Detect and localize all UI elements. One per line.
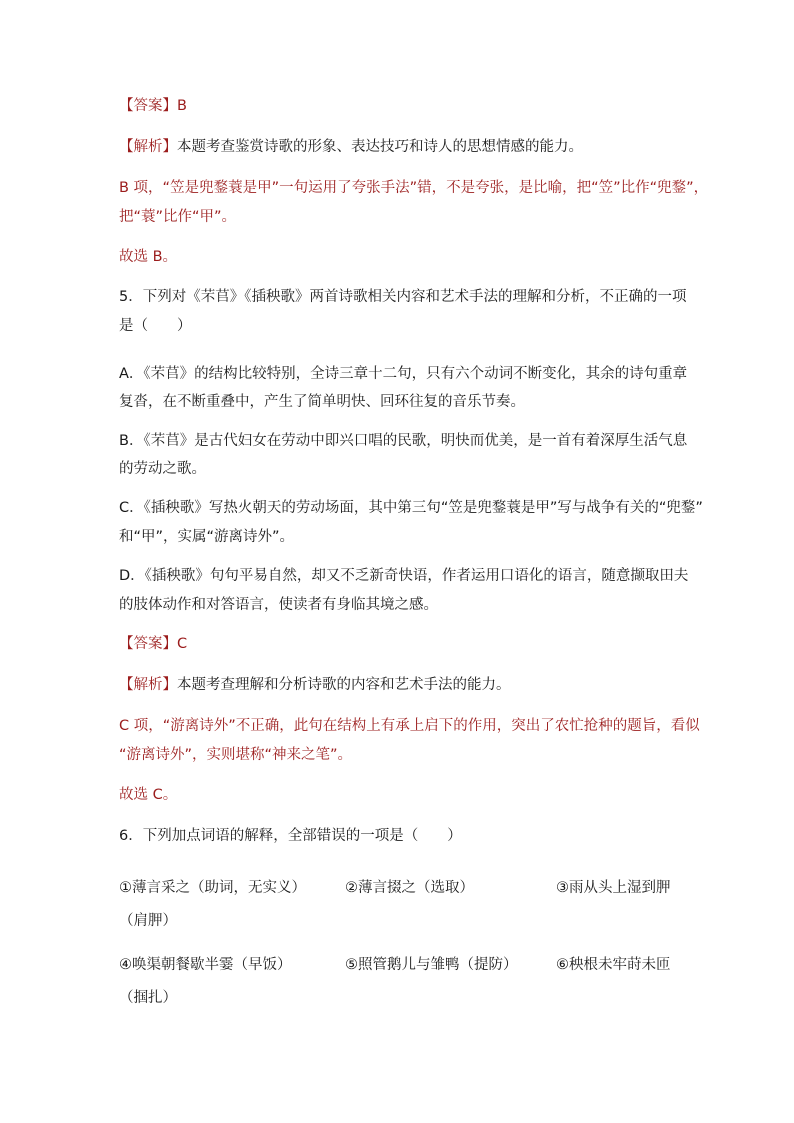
- q4-detail-line-2: 把“蓑”比作“甲”。: [119, 209, 237, 225]
- q5-option-b-line-1: B．《芣苢》是古代妇女在劳动中即兴口唱的民歌，明快而优美，是一首有着深厚生活气息: [119, 433, 688, 449]
- q5-option-d-line-2: 的肢体动作和对答语言，使读者有身临其境之感。: [119, 597, 438, 613]
- answer-tag: 【答案】: [119, 636, 177, 652]
- answer-value: B: [177, 98, 187, 114]
- analysis-text: 本题考查鉴赏诗歌的形象、表达技巧和诗人的思想情感的能力。: [177, 139, 583, 155]
- analysis-tag: 【解析】: [119, 139, 177, 155]
- q5-detail-line-2: “游离诗外”，实则堪称“神来之笔”。: [119, 747, 353, 763]
- q6-item-2: ②薄言掇之（选取）: [345, 880, 474, 896]
- q4-conclusion: 故选 B。: [119, 249, 178, 265]
- q5-stem-line-1: 5．下列对《芣苢》《插秧歌》两首诗歌相关内容和艺术手法的理解和分析，不正确的一项: [119, 289, 687, 305]
- q4-answer: [119, 96, 187, 116]
- q4-analysis: [119, 137, 583, 157]
- analysis-tag: 【解析】: [119, 677, 177, 693]
- q6-item-6-continued: （掴扎）: [119, 990, 177, 1006]
- q5-conclusion: 故选 C。: [119, 787, 178, 803]
- q6-item-5: ⑤照管鹅儿与雏鸭（提防）: [345, 957, 518, 973]
- q5-option-c-line-2: 和“甲”，实属“游离诗外”。: [119, 529, 295, 545]
- q6-stem: 6．下列加点词语的解释，全部错误的一项是（ ）: [119, 828, 462, 844]
- q5-option-a-line-2: 复沓，在不断重叠中，产生了简单明快、回环往复的音乐节奏。: [119, 394, 525, 410]
- q4-detail-line-1: B 项，“笠是兜鍪蓑是甲”一句运用了夸张手法”错，不是夸张，是比喻，把“笠”比作“兜鍪”，: [119, 180, 709, 196]
- q6-item-6: ⑥秧根未牢莳未匝: [556, 957, 671, 973]
- answer-tag: 【答案】: [119, 98, 177, 114]
- answer-value: C: [177, 636, 188, 652]
- analysis-text: 本题考查理解和分析诗歌的内容和艺术手法的能力。: [177, 677, 511, 693]
- q5-analysis: [119, 675, 511, 695]
- q6-item-4: ④唤渠朝餐歇半霎（早饭）: [119, 957, 292, 973]
- q5-option-b-line-2: 的劳动之歌。: [119, 461, 206, 477]
- q5-option-c-line-1: C．《插秧歌》写热火朝天的劳动场面，其中第三句“笠是兜鍪蓑是甲”写与战争有关的“兜鍪”: [119, 500, 703, 516]
- q6-item-3: ③雨从头上湿到胛: [556, 880, 671, 896]
- q6-item-3-continued: （肩胛）: [119, 913, 177, 929]
- q5-answer: [119, 634, 187, 654]
- q5-option-d-line-1: D．《插秧歌》句句平易自然，却又不乏新奇快语，作者运用口语化的语言，随意撷取田夫: [119, 568, 689, 584]
- q5-detail-line-1: C 项，“游离诗外”不正确，此句在结构上有承上启下的作用，突出了农忙抢种的题旨，看似: [119, 718, 700, 734]
- q5-stem-line-2: 是（ ）: [119, 318, 192, 334]
- q5-option-a-line-1: A．《芣苢》的结构比较特别，全诗三章十二句，只有六个动词不断变化，其余的诗句重章: [119, 366, 688, 382]
- q6-item-1: ①薄言采之（助词，无实义）: [119, 880, 306, 896]
